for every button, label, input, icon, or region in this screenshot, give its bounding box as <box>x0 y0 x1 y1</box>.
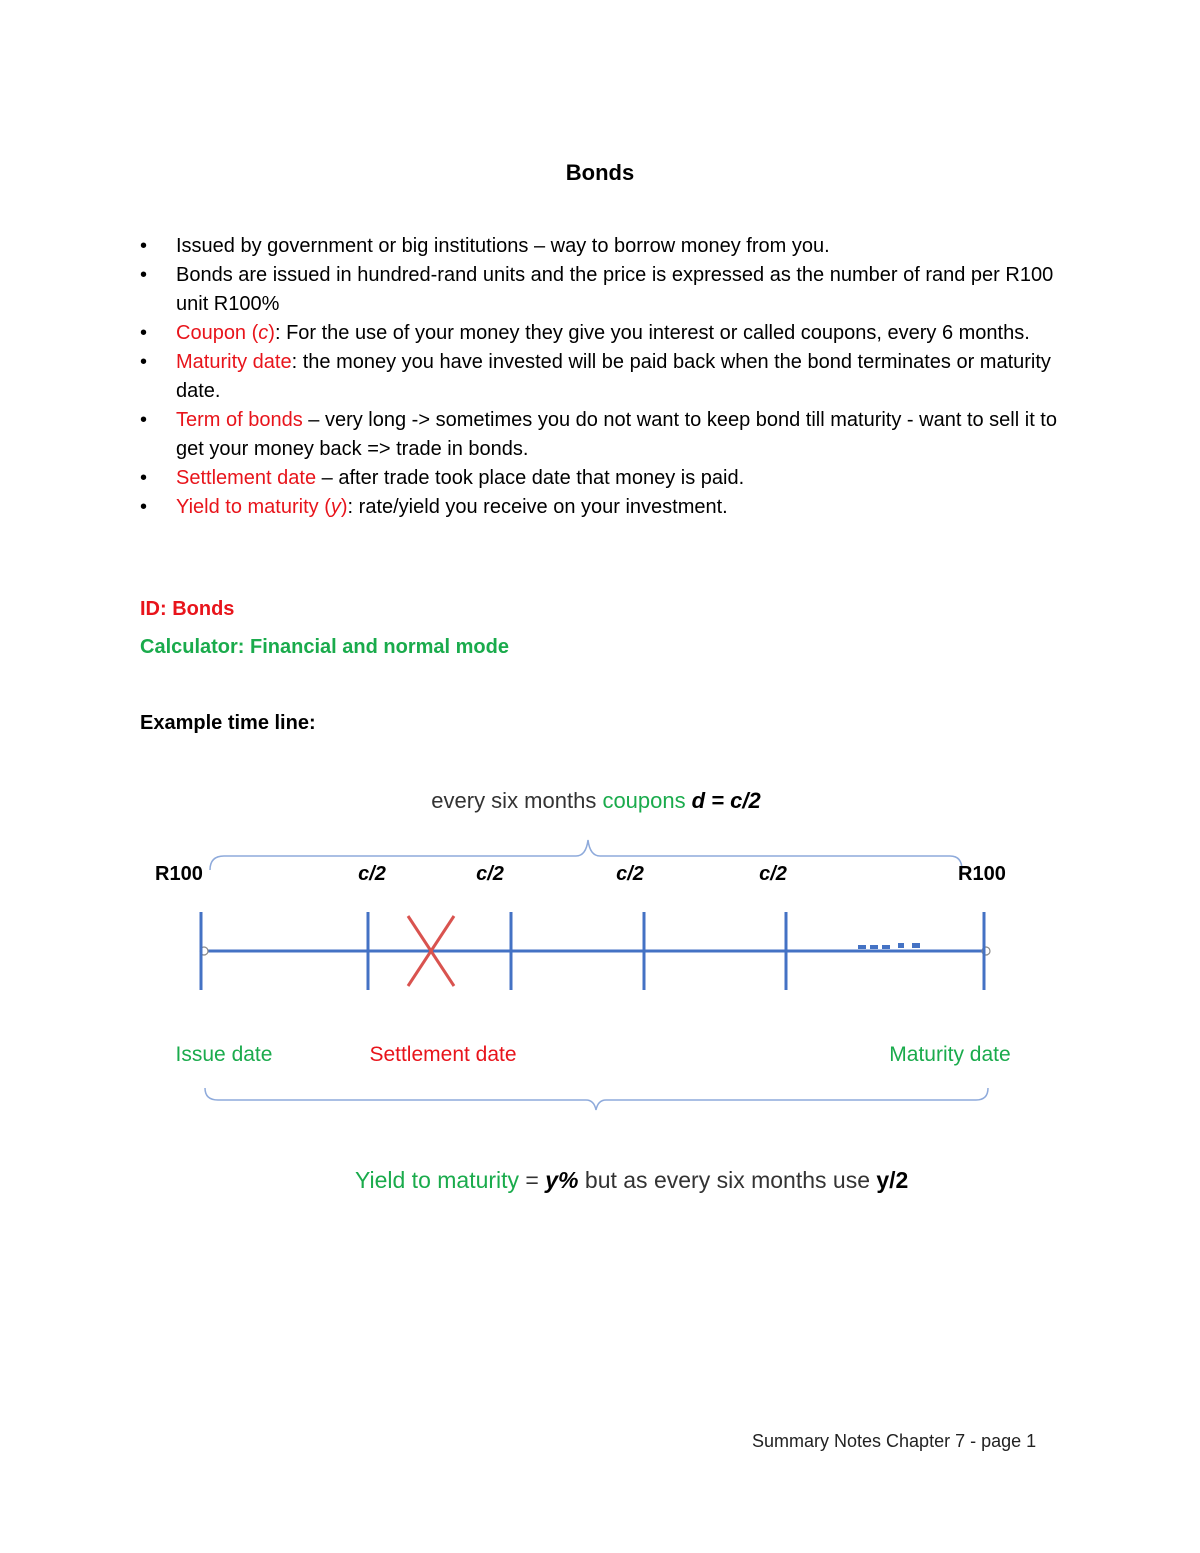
bullet-text: : rate/yield you receive on your investment. <box>347 496 728 518</box>
bottom-caption-equals: = <box>519 1167 546 1193</box>
bullet-dot: • <box>140 351 148 373</box>
bullet-dot: • <box>140 496 148 518</box>
bullet-list <box>140 232 1060 522</box>
timeline-diagram <box>0 760 1200 1220</box>
list-item <box>140 493 1060 522</box>
bullet-term: Settlement date <box>176 467 317 489</box>
bottom-caption-middle: but as every six months use <box>578 1167 877 1193</box>
bullet-dot: • <box>140 235 148 257</box>
page-title: Bonds <box>565 160 635 185</box>
bottom-caption <box>355 1167 908 1193</box>
start-amount-label: R100 <box>155 863 203 885</box>
bullet-term: Yield to maturity ( <box>176 496 331 518</box>
maturity-date-label: Maturity date <box>889 1043 1011 1066</box>
bottom-caption-y-half: y/2 <box>876 1167 909 1193</box>
bullet-term-close: ) <box>268 322 275 344</box>
top-brace <box>210 840 962 870</box>
top-caption-prefix: every six months <box>431 788 603 813</box>
issue-date-label: Issue date <box>175 1043 273 1066</box>
coupon-label: c/2 <box>616 863 644 885</box>
list-item <box>140 232 1060 261</box>
list-item <box>140 464 1060 493</box>
list-item <box>140 319 1060 348</box>
list-item <box>140 348 1060 406</box>
bullet-text: – very long -> sometimes you do not want to keep bond till maturity - want to sell it to get your money back => trade in bonds. <box>176 409 1057 460</box>
bullet-term-symbol: y <box>330 496 341 518</box>
bullet-term-symbol: c <box>258 322 269 344</box>
bullet-term-close: ) <box>340 496 348 518</box>
top-caption-formula: d = c/2 <box>691 788 761 813</box>
bullet-term: Coupon ( <box>176 322 259 344</box>
bottom-brace <box>205 1088 988 1110</box>
page-footer: Summary Notes Chapter 7 - page 1 <box>752 1431 1037 1451</box>
bullet-dot: • <box>140 467 148 489</box>
list-item <box>140 261 1060 319</box>
bullet-dot: • <box>140 409 148 431</box>
bullet-text: : For the use of your money they give you interest or called coupons, every 6 months. <box>274 322 1030 344</box>
bullet-text: Issued by government or big institutions – way to borrow money from you. <box>176 235 830 257</box>
calculator-label: Calculator: Financial and normal mode <box>140 636 509 658</box>
bullet-term: Term of bonds <box>176 409 303 431</box>
continuation-dots <box>858 943 920 949</box>
top-caption <box>431 788 761 813</box>
example-heading: Example time line: <box>140 712 316 734</box>
coupon-label: c/2 <box>476 863 504 885</box>
bullet-text: : the money you have invested will be paid back when the bond terminates or maturity date. <box>176 351 1051 402</box>
bullet-text: – after trade took place date that money is paid. <box>316 467 745 489</box>
settlement-date-label: Settlement date <box>369 1043 517 1066</box>
top-caption-coupons: coupons <box>602 788 686 813</box>
end-amount-label: R100 <box>958 863 1006 885</box>
bottom-caption-ytm: Yield to maturity <box>355 1167 520 1193</box>
bullet-text: Bonds are issued in hundred-rand units and the price is expressed as the number of rand per R100 unit R100% <box>176 264 1054 315</box>
bullet-term: Maturity date <box>176 351 292 373</box>
bottom-caption-y: y% <box>545 1167 579 1193</box>
list-item <box>140 406 1060 464</box>
bullet-dot: • <box>140 264 148 286</box>
id-label: ID: Bonds <box>140 598 235 620</box>
coupon-label: c/2 <box>759 863 787 885</box>
coupon-label: c/2 <box>358 863 386 885</box>
bullet-dot: • <box>140 322 148 344</box>
